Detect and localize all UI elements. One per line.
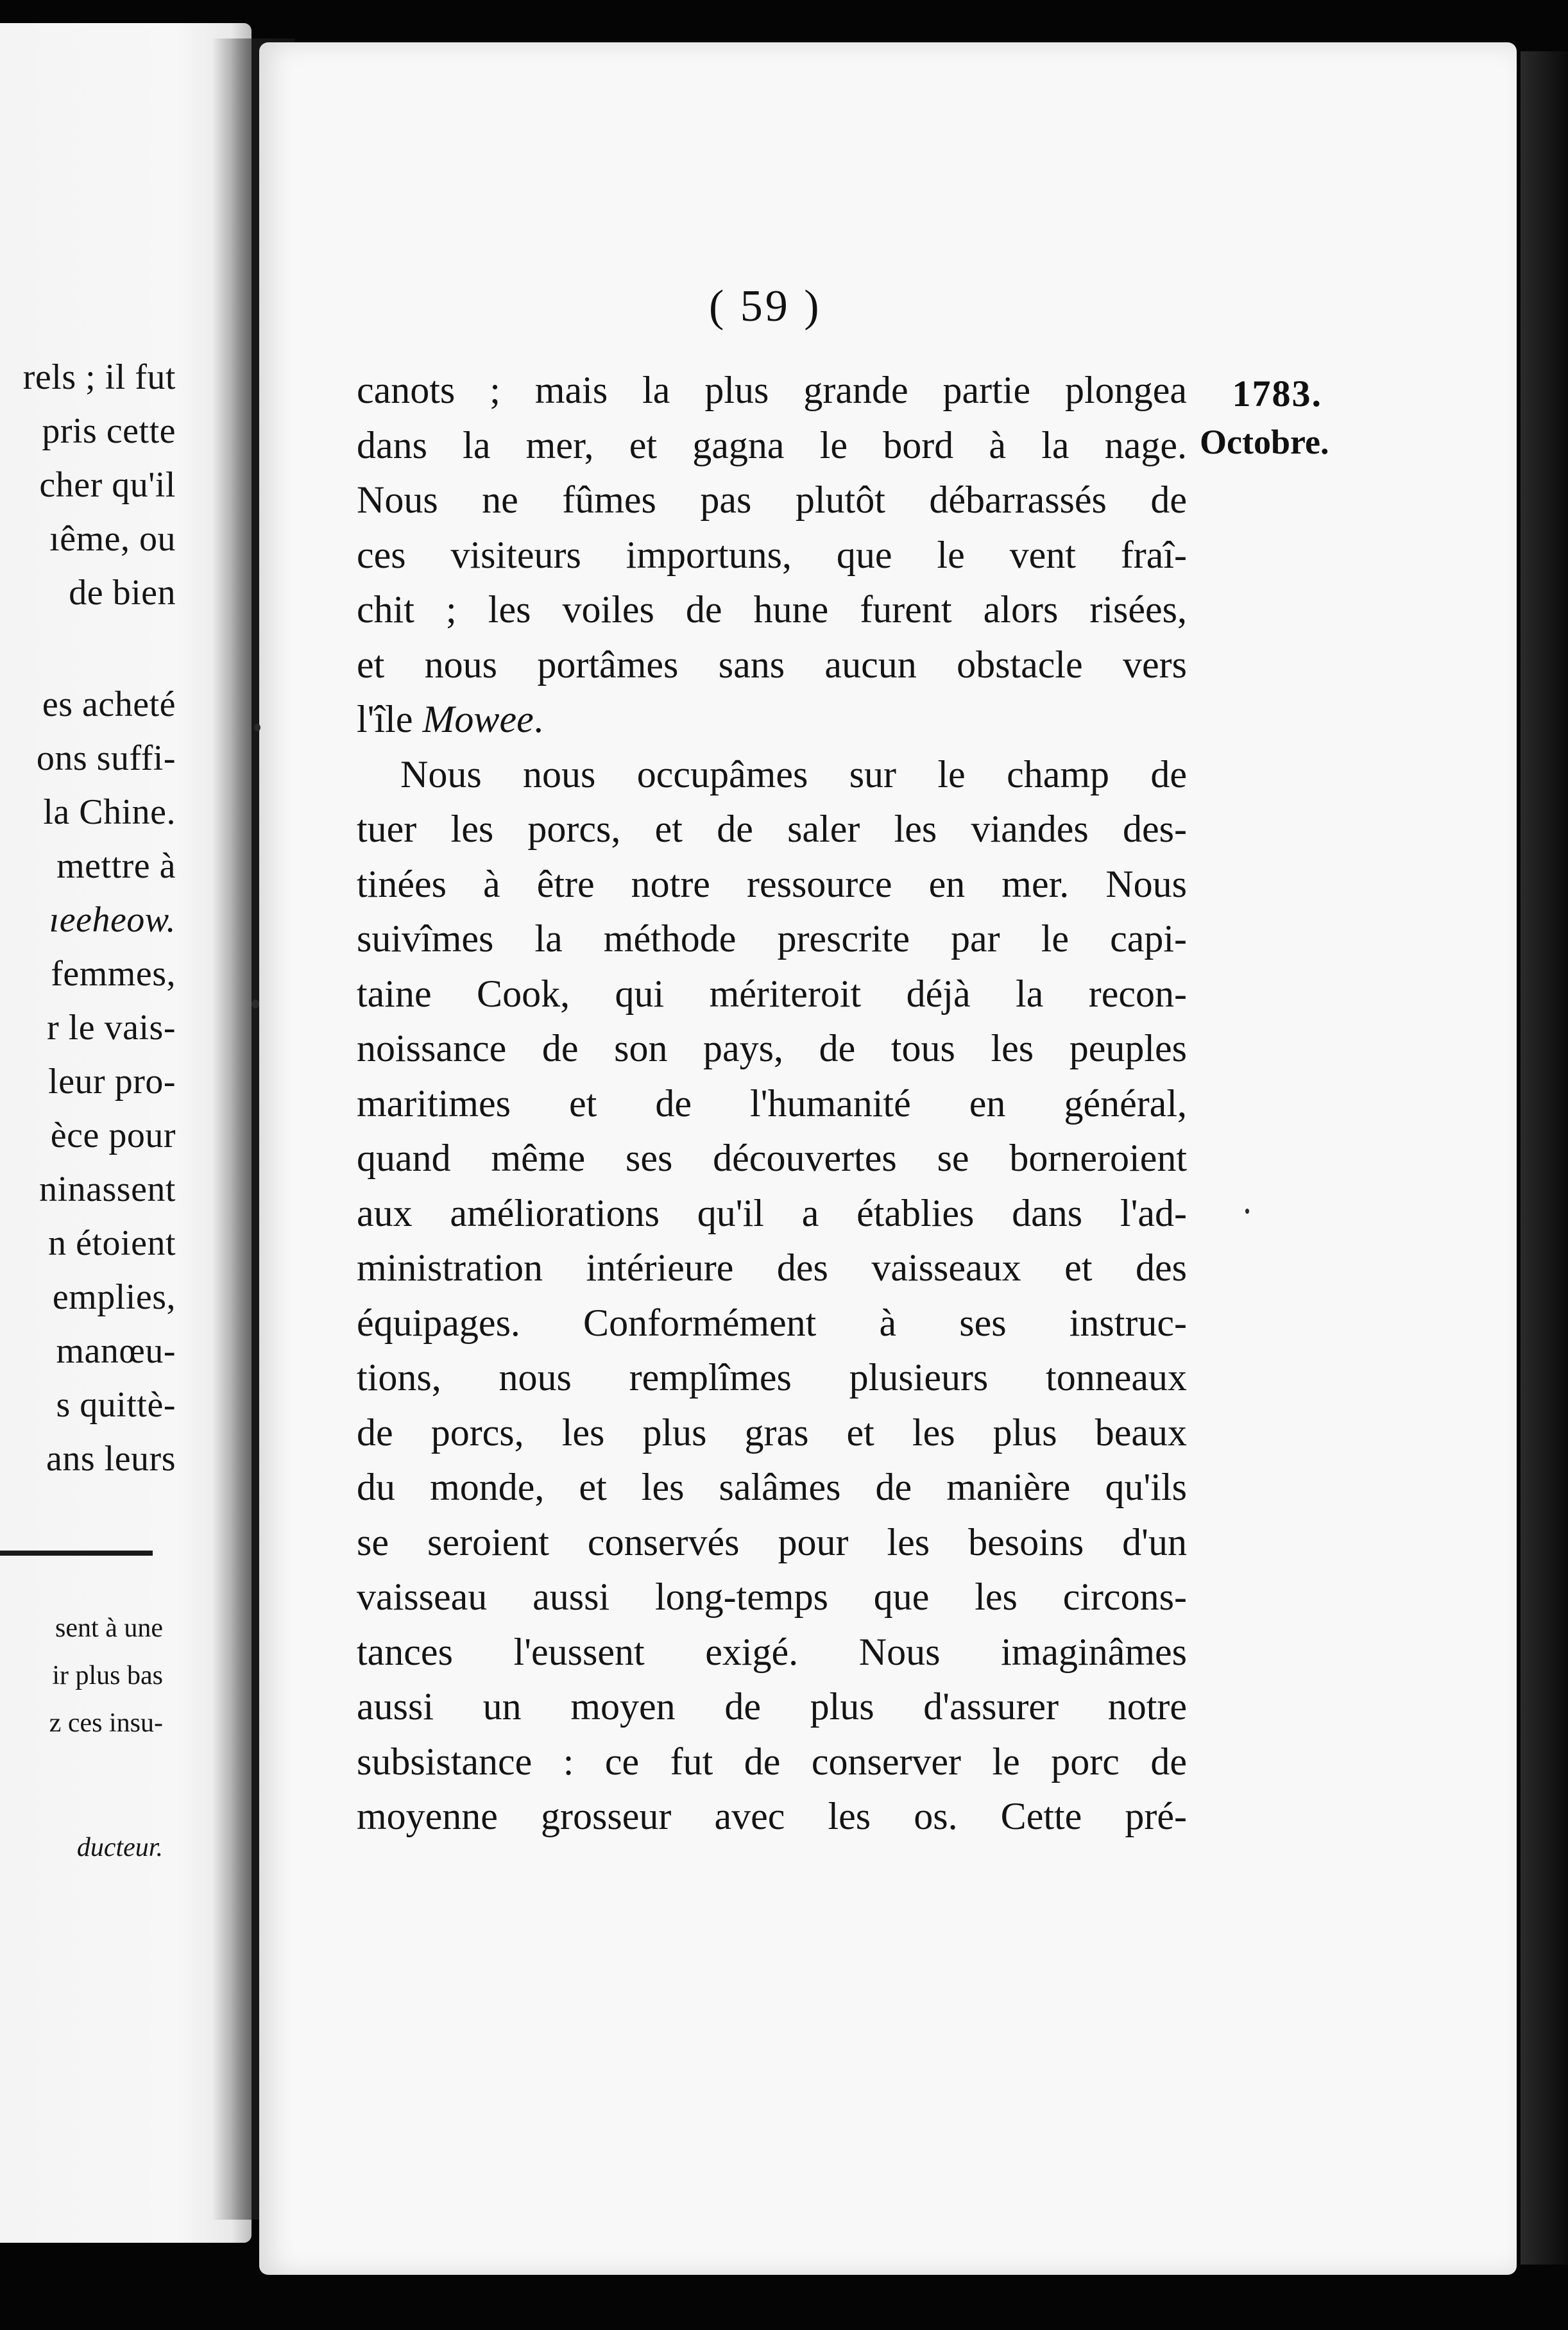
text-line: équipages. Conformément à ses instruc- [357, 1301, 1187, 1344]
left-line: rels ; il fut [22, 357, 176, 397]
left-page-text-block-2 [37, 677, 176, 1486]
left-line: mettre à [56, 846, 176, 886]
left-line: pris cette [42, 411, 176, 451]
left-line: manœu- [56, 1331, 176, 1371]
text-fragment: l'île [357, 698, 423, 740]
text-line: subsistance : ce fut de conserver le porc de [357, 1740, 1187, 1783]
text-line: canots ; mais la plus grande partie plongea [357, 369, 1187, 411]
footnote-divider [0, 1551, 153, 1556]
translator-signature: ducteur. [76, 1833, 163, 1862]
left-line: ninassent [39, 1169, 176, 1209]
text-line-last [357, 692, 1187, 747]
footnote-line: sent à une [55, 1613, 163, 1643]
text-line: du monde, et les salâmes de manière qu'ils [357, 1466, 1187, 1508]
text-line: taine Cook, qui mériteroit déjà la recon- [357, 972, 1187, 1015]
text-line: aux améliorations qu'il a établies dans l'ad- [357, 1191, 1187, 1234]
page-edge-shadow [1521, 51, 1568, 2265]
left-line: de bien [69, 573, 176, 613]
left-line: es acheté [42, 685, 176, 724]
text-line: tinées à être notre ressource en mer. Nous [357, 862, 1187, 905]
text-line: vaisseau aussi long-temps que les circons- [357, 1576, 1187, 1618]
left-line: emplies, [52, 1277, 176, 1317]
footnote-line: z ces insu- [49, 1708, 163, 1738]
left-line: la Chine. [43, 792, 176, 832]
text-line: moyenne grosseur avec les os. Cette pré- [357, 1795, 1187, 1837]
text-line: maritimes et de l'humanité en général, [357, 1082, 1187, 1125]
scan-speck [254, 724, 260, 731]
left-page-text-block-1 [23, 350, 176, 620]
margin-year: 1783. [1232, 373, 1322, 414]
left-line: femmes, [51, 954, 176, 994]
text-line: tions, nous remplîmes plusieurs tonneaux [357, 1356, 1187, 1399]
text-line: tances l'eussent exigé. Nous imaginâmes [357, 1630, 1187, 1673]
main-text-body [357, 363, 1187, 1844]
left-page-footnote [49, 1604, 163, 1871]
text-fragment: . [533, 698, 543, 740]
text-line: noissance de son pays, de tous les peuples [357, 1027, 1187, 1069]
text-line: ces visiteurs importuns, que le vent fraî- [357, 533, 1187, 576]
text-line: aussi un moyen de plus d'assurer notre [357, 1685, 1187, 1728]
left-line: ans leurs [46, 1439, 176, 1479]
left-line: s quittè- [56, 1385, 176, 1425]
text-line: dans la mer, et gagna le bord à la nage. [357, 423, 1187, 466]
text-line: quand même ses découvertes se borneroient [357, 1137, 1187, 1179]
text-line: tuer les porcs, et de saler les viandes des- [357, 808, 1187, 850]
footnote-line: ir plus bas [52, 1661, 163, 1690]
left-line: ons suffi- [36, 738, 176, 778]
page-number: ( 59 ) [709, 282, 822, 331]
left-line: ıême, ou [49, 519, 176, 559]
text-line: Nous ne fûmes pas plutôt débarrassés de [357, 479, 1187, 521]
text-line-first: Nous nous occupâmes sur le champ de [400, 753, 1187, 795]
left-line: leur pro- [48, 1062, 176, 1101]
margin-month: Octobre. [1200, 423, 1329, 461]
scan-speck [251, 999, 259, 1008]
left-line: cher qu'il [39, 465, 176, 505]
text-line: suivîmes la méthode prescrite par le capi- [357, 917, 1187, 960]
left-line: n étoient [48, 1223, 176, 1263]
text-line: se seroient conservés pour les besoins d'un [357, 1520, 1187, 1563]
left-line: ıeeheow. [49, 900, 176, 940]
left-line: r le vais- [47, 1008, 176, 1048]
scan-speck [1245, 1209, 1249, 1214]
text-line: chit ; les voiles de hune furent alors risées, [357, 588, 1187, 631]
text-line: ministration intérieure des vaisseaux et des [357, 1246, 1187, 1289]
left-line: èce pour [50, 1116, 176, 1155]
text-line: de porcs, les plus gras et les plus beaux [357, 1411, 1187, 1454]
place-name-mowee: Mowee [422, 698, 534, 740]
margin-date-note [1200, 369, 1329, 465]
text-line: et nous portâmes sans aucun obstacle vers [357, 643, 1187, 686]
